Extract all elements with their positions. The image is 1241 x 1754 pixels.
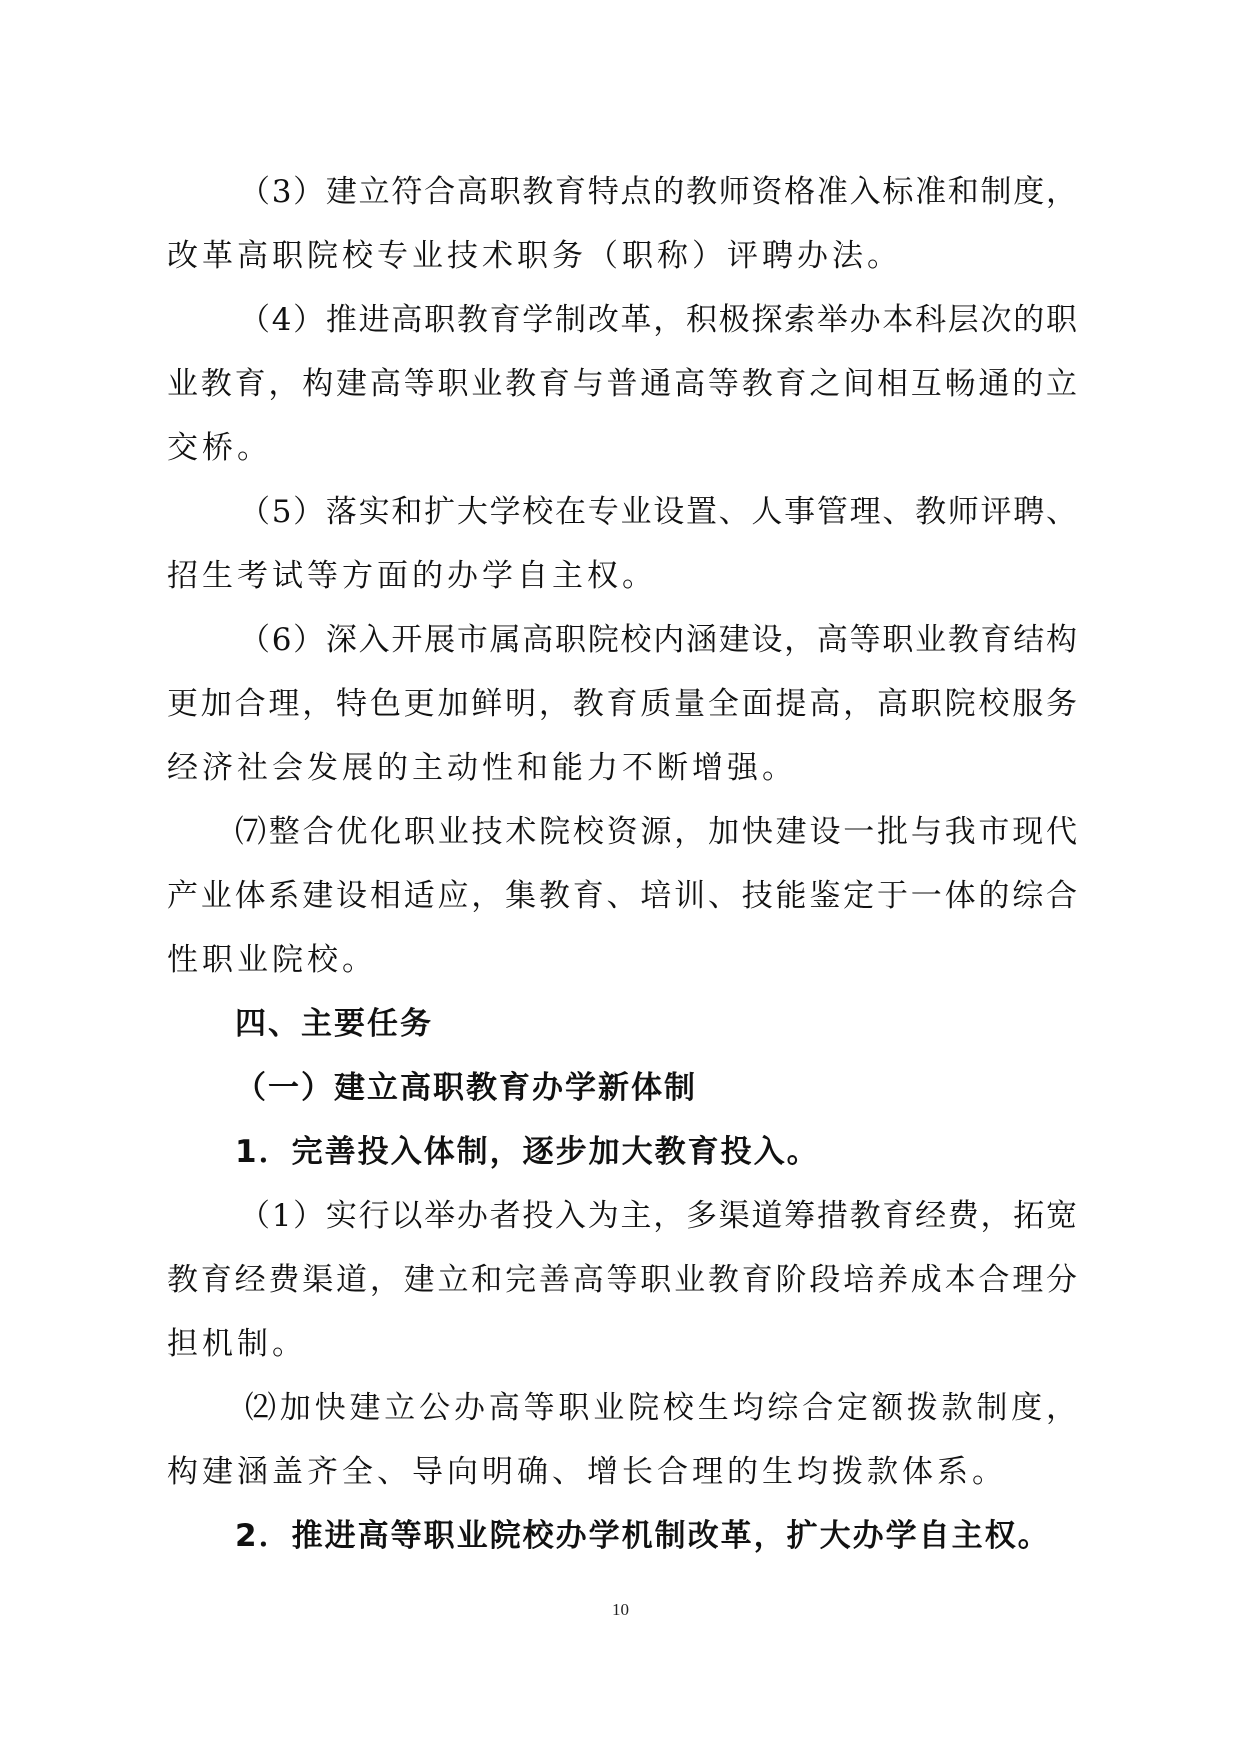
paragraph-line: 担机制。: [167, 1326, 307, 1362]
paragraph-line: 业教育，构建高等职业教育与普通高等教育之间相互畅通的立: [167, 366, 1077, 402]
paragraph-line: 交桥。: [167, 430, 272, 466]
paragraph-line: ⑵加快建立公办高等职业院校生均综合定额拨款制度，: [245, 1390, 1077, 1426]
paragraph-line: 产业体系建设相适应，集教育、培训、技能鉴定于一体的综合: [167, 878, 1077, 914]
paragraph-line: 改革高职院校专业技术职务（职称）评聘办法。: [167, 238, 902, 274]
paragraph-line: ⑺整合优化职业技术院校资源，加快建设一批与我市现代: [235, 814, 1077, 850]
subsection-heading: （一）建立高职教育办学新体制: [235, 1070, 697, 1106]
paragraph-line: （6）深入开展市属高职院校内涵建设，高等职业教育结构: [239, 622, 1077, 658]
paragraph-line: 更加合理，特色更加鲜明，教育质量全面提高，高职院校服务: [167, 686, 1077, 722]
section-heading: 四、主要任务: [235, 1006, 433, 1042]
item-heading: 1．完善投入体制，逐步加大教育投入。: [235, 1134, 820, 1170]
page-number: 10: [612, 1600, 629, 1619]
paragraph-line: （1）实行以举办者投入为主，多渠道筹措教育经费，拓宽: [239, 1198, 1077, 1234]
body-text: [167, 160, 1077, 1568]
paragraph-line: 构建涵盖齐全、导向明确、增长合理的生均拨款体系。: [167, 1454, 1007, 1490]
paragraph-line: 教育经费渠道，建立和完善高等职业教育阶段培养成本合理分: [167, 1262, 1077, 1298]
paragraph-line: 经济社会发展的主动性和能力不断增强。: [167, 750, 797, 786]
paragraph-line: （5）落实和扩大学校在专业设置、人事管理、教师评聘、: [239, 494, 1077, 530]
paragraph-line: （4）推进高职教育学制改革，积极探索举办本科层次的职: [239, 302, 1077, 338]
paragraph-line: 招生考试等方面的办学自主权。: [167, 558, 657, 594]
paragraph-line: 性职业院校。: [167, 942, 377, 978]
item-heading: 2．推进高等职业院校办学机制改革，扩大办学自主权。: [235, 1518, 1051, 1554]
paragraph-line: （3）建立符合高职教育特点的教师资格准入标准和制度，: [239, 174, 1077, 210]
